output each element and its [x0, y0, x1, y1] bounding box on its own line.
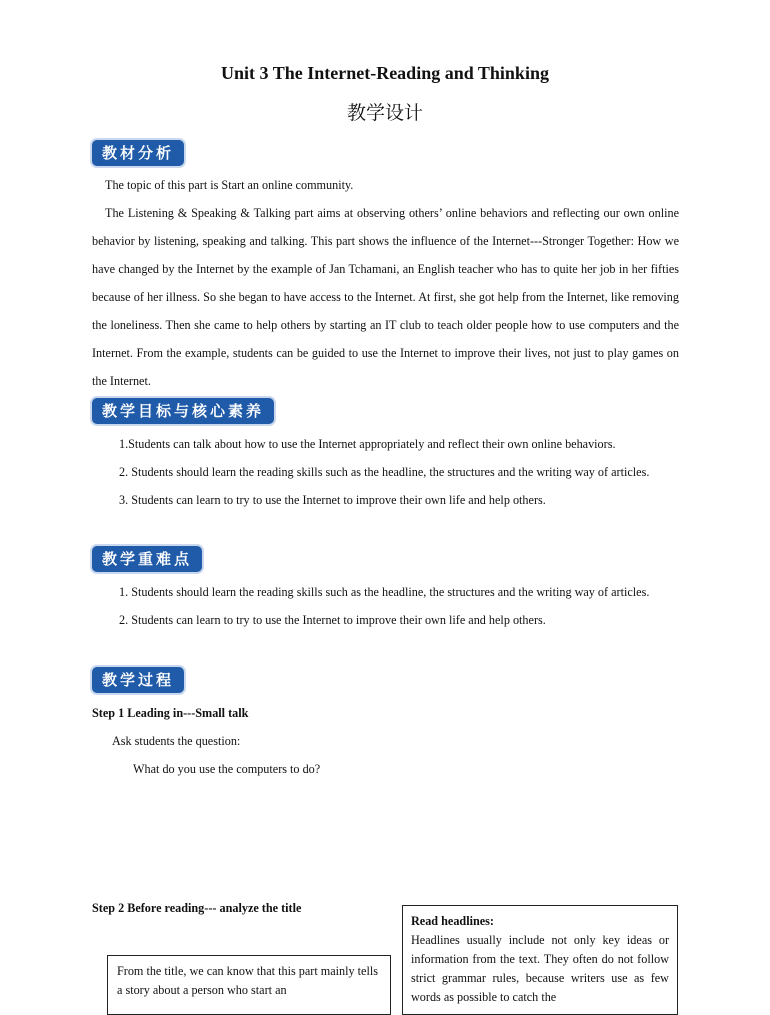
section-badge-key-points: 教学重难点: [92, 546, 202, 572]
list-item: 2. Students can learn to try to use the Internet to improve their own life and help others.: [119, 613, 546, 627]
step-1-instruction: Ask students the question:: [112, 734, 241, 748]
section-badge-analysis: 教材分析: [92, 140, 184, 166]
section-badge-process: 教学过程: [92, 667, 184, 693]
key-points-list: [119, 578, 679, 634]
section-badge-objectives: 教学目标与核心素养: [92, 398, 274, 424]
title-analysis-box: [107, 955, 391, 1015]
list-item: 1.Students can talk about how to use the Internet appropriately and reflect their own online behaviors.: [119, 437, 616, 451]
analysis-paragraph-2: The Listening & Speaking & Talking part aims at observing others’ online behaviors and reflecting our own online behavior by listening, speaking and talking. This part shows the influence of the Internet---Stronger Together: How we have changed by the Internet by the example of Jan Tchamani, an English teacher who has to quite her job in her fifties because of her illness. So she began to have access to the Internet. At first, she got help from the Internet, like removing the loneliness. Then she came to help others by starting an IT club to teach older people how to use computers and the Internet. From the example, students can be guided to use the Internet to improve their lives, not just to play games on the Internet.: [92, 206, 679, 388]
list-item: 1. Students should learn the reading skills such as the headline, the structures and the writing way of articles.: [119, 585, 650, 599]
title-analysis-text: From the title, we can know that this part mainly tells a story about a person who start an: [117, 964, 378, 997]
objectives-list: [119, 430, 679, 514]
read-headlines-box: [402, 905, 678, 1015]
step-2-heading: Step 2 Before reading--- analyze the title: [92, 901, 302, 915]
read-headlines-text: Headlines usually include not only key ideas or information from the text. They often do not follow strict grammar rules, because writers use as few words as possible to catch the: [411, 933, 669, 1004]
step-1-heading: Step 1 Leading in---Small talk: [92, 706, 249, 720]
analysis-text: [92, 171, 679, 395]
analysis-paragraph-1: The topic of this part is Start an online community.: [105, 178, 354, 192]
step-1-question: What do you use the computers to do?: [133, 762, 321, 776]
document-title: Unit 3 The Internet-Reading and Thinking: [221, 63, 549, 83]
document-subtitle: 教学设计: [346, 102, 423, 124]
list-item: 2. Students should learn the reading skills such as the headline, the structures and the writing way of articles.: [119, 465, 650, 479]
list-item: 3. Students can learn to try to use the Internet to improve their own life and help others.: [119, 493, 546, 507]
read-headlines-title: Read headlines:: [411, 914, 494, 928]
